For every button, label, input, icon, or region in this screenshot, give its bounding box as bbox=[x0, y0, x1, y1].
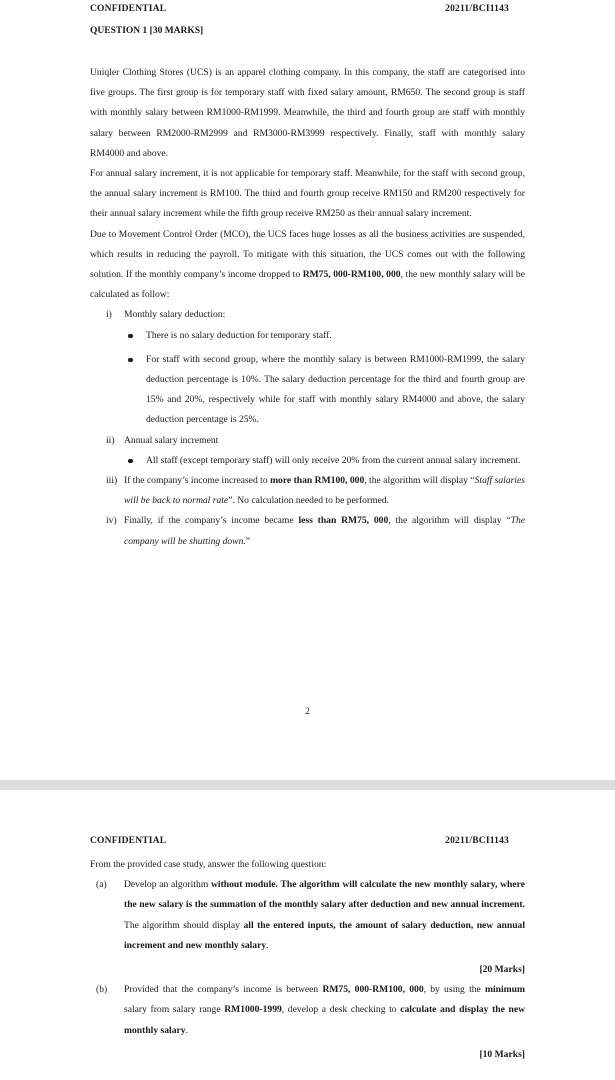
bullet-dot-icon bbox=[128, 459, 133, 464]
mco-text-end: , the new monthly salary will be calculated as follow: bbox=[90, 269, 525, 301]
bullet-dot-icon bbox=[128, 334, 133, 339]
item-text: ” bbox=[245, 535, 251, 547]
task-b-marks: [10 Marks] bbox=[479, 1048, 525, 1060]
header-course-code: 20211/BCI1143 bbox=[445, 836, 509, 846]
list-number: i) bbox=[106, 309, 112, 321]
page-separator bbox=[0, 780, 615, 790]
task-bold: RM1000-1999 bbox=[224, 1004, 282, 1016]
list-number: iv) bbox=[106, 515, 117, 527]
question-title: QUESTION 1 [30 MARKS] bbox=[90, 26, 204, 36]
list-item-income-increase bbox=[90, 471, 525, 511]
list-label: Annual salary increment bbox=[124, 434, 219, 446]
task-text: , by using the bbox=[423, 984, 486, 996]
bullet-text: All staff (except temporary staff) will only receive 20% from the current annual salary increment. bbox=[146, 454, 521, 466]
task-text: . bbox=[266, 939, 269, 951]
item-text: , the algorithm will display “ bbox=[364, 475, 475, 487]
bullet-increment-rule bbox=[90, 451, 525, 471]
list-number: iii) bbox=[106, 475, 118, 487]
paragraph-staff-groups: Uniqler Clothing Stores (UCS) is an apparel clothing company. In this company, the staff are categorised into five groups. The first group is for temporary staff with fixed salary amount, RM650. The second group is staff with monthly salary between RM1000-RM1999. Meanwhile, the third and fourth group are staff with monthly salary between RM2000-RM2999 and RM3000-RM3999 respectively. Finally, staff with monthly salary RM4000 and above. bbox=[90, 67, 525, 159]
task-a bbox=[90, 875, 525, 956]
bullet-text: For staff with second group, where the monthly salary is between RM1000-RM1999, the salary deduction percentage is 10%. The salary deduction percentage for the third and fourth group are 15% and 20%, respectively while for staff with monthly salary RM4000 and above, the salary deduction percentage is 25%. bbox=[146, 353, 525, 426]
bullet-text: There is no salary deduction for temporary staff. bbox=[146, 329, 332, 341]
bullet-dot-icon bbox=[128, 358, 133, 363]
item-text: Finally, if the company’s income became bbox=[124, 515, 299, 527]
list-number: ii) bbox=[106, 434, 115, 446]
item-text: ”. No calculation needed to be performed. bbox=[228, 495, 390, 507]
mco-income-range: RM75, 000-RM100, 000 bbox=[302, 269, 401, 281]
item-italic: The company will be shutting down. bbox=[124, 515, 525, 547]
item-italic: Staff salaries will be back to normal rate bbox=[124, 475, 526, 507]
task-bold: without module. The algorithm will calculate the new monthly salary, where the new salary is the summation of the monthly salary after deduction and new annual increment. bbox=[124, 879, 525, 911]
item-text: If the company’s income increased to bbox=[124, 475, 271, 487]
mco-text: Due to Movement Control Order (MCO), the UCS faces huge losses as all the business activities are suspended, which results in reducing the payroll. To mitigate with this situation, the UCS comes out with the following solution. If the monthly company’s income dropped to bbox=[90, 228, 525, 281]
paragraph-mco bbox=[90, 225, 525, 306]
task-a-marks: [20 Marks] bbox=[479, 964, 525, 976]
list-label: Monthly salary deduction: bbox=[124, 309, 226, 321]
list-item-annual-increment bbox=[90, 431, 525, 451]
item-bold: less than RM75, 000 bbox=[298, 515, 389, 527]
list-item-monthly-deduction bbox=[90, 305, 525, 325]
task-text: Provided that the company’s income is between bbox=[124, 984, 323, 996]
task-label: (a) bbox=[96, 879, 107, 891]
task-bold: RM75, 000-RM100, 000 bbox=[322, 984, 424, 996]
paragraph-annual-increment: For annual salary increment, it is not applicable for temporary staff. Meanwhile, for the staff with second group, the annual salary increment is RM100. The third and fourth group receive RM150 and RM200 respectively for their annual salary increment while the fifth group receive RM250 as their annual salary increment. bbox=[90, 168, 525, 220]
task-text: . bbox=[185, 1024, 188, 1036]
task-text: salary from salary range bbox=[124, 1004, 225, 1016]
item-bold: more than RM100, 000 bbox=[270, 475, 365, 487]
task-bold: all the entered inputs, the amount of salary deduction, new annual increment and new monthly salary bbox=[124, 919, 525, 951]
bullet-temporary-staff bbox=[90, 326, 525, 346]
task-text: The algorithm should display bbox=[124, 919, 244, 931]
item-text: , the algorithm will display “ bbox=[388, 515, 511, 527]
header-confidential: CONFIDENTIAL bbox=[90, 836, 167, 846]
list-item-income-decrease bbox=[90, 511, 525, 551]
task-label: (b) bbox=[96, 984, 108, 996]
bullet-deduction-percentages bbox=[90, 350, 525, 431]
page-number: 2 bbox=[305, 707, 310, 717]
question-body bbox=[90, 63, 525, 552]
header-confidential: CONFIDENTIAL bbox=[90, 4, 167, 14]
task-bold: calculate and display the new monthly salary bbox=[124, 1004, 526, 1036]
task-text: , develop a desk checking to bbox=[281, 1004, 401, 1016]
task-intro: From the provided case study, answer the following question: bbox=[90, 859, 327, 870]
task-text: Develop an algorithm bbox=[124, 879, 211, 891]
document-page-2 bbox=[0, 790, 615, 1080]
task-b bbox=[90, 980, 525, 1041]
task-bold: minimum bbox=[485, 984, 525, 996]
header-course-code: 20211/BCI1143 bbox=[445, 4, 509, 14]
task-body bbox=[90, 855, 525, 1065]
